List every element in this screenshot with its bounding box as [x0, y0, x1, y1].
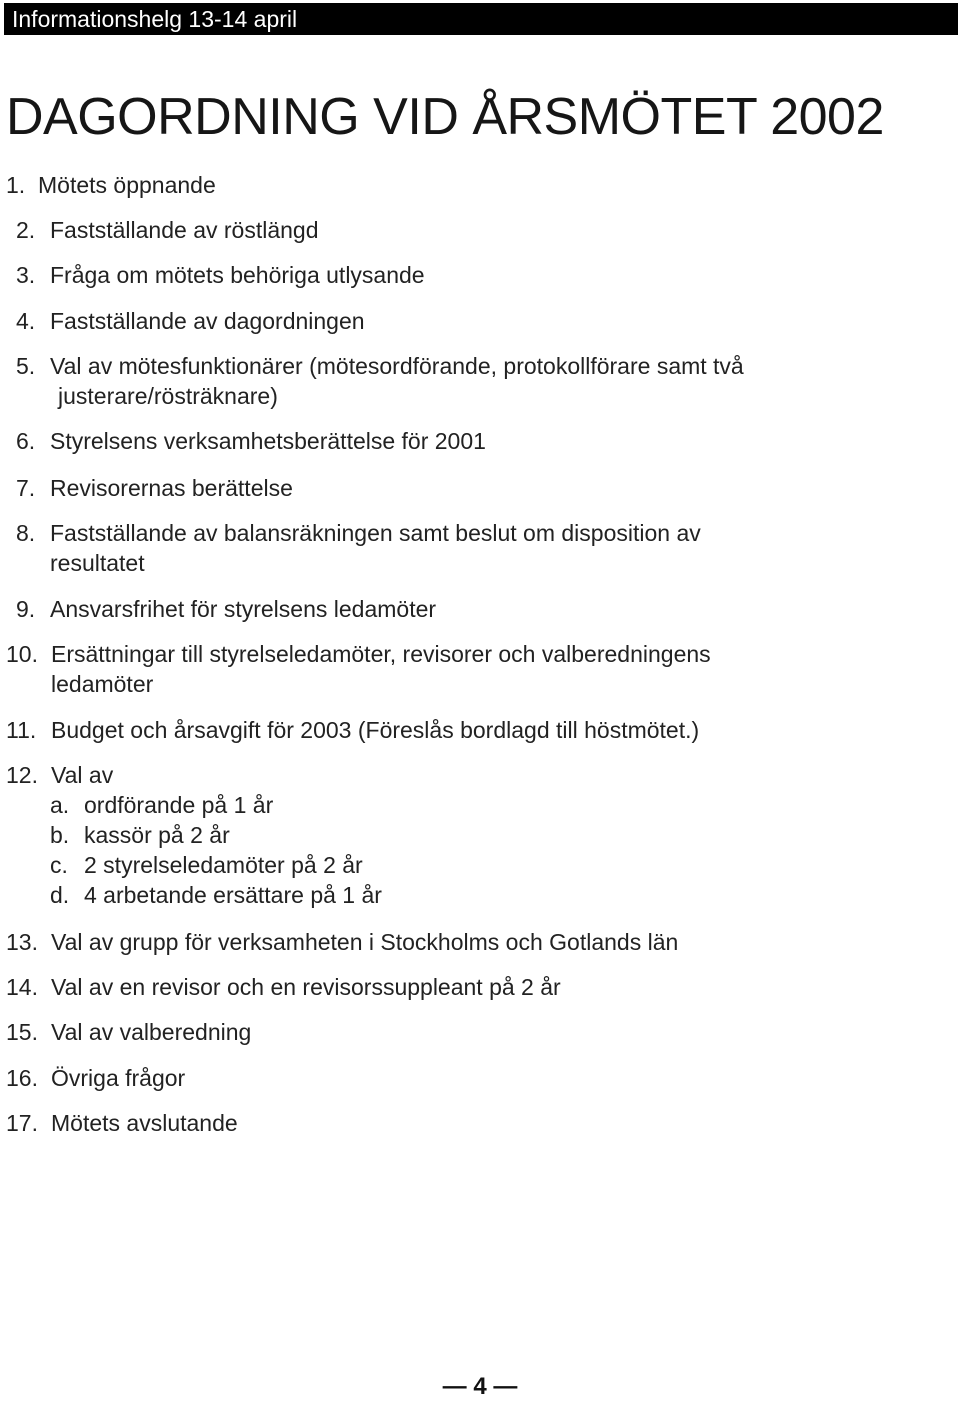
agenda-item-number: 8.: [16, 520, 36, 546]
agenda-item-text: Revisorernas berättelse: [50, 475, 293, 501]
agenda-item-continuation: justerare/rösträknare): [58, 383, 278, 409]
agenda-item-text: Fråga om mötets behöriga utlysande: [50, 262, 425, 288]
agenda-subitem-text: 4 arbetande ersättare på 1 år: [84, 882, 382, 908]
agenda-item-number: 13.: [6, 929, 38, 955]
agenda-item: [6, 1108, 238, 1138]
agenda-subitem-letter: c.: [50, 852, 68, 878]
agenda-item: [6, 639, 711, 669]
agenda-item: [16, 426, 486, 456]
page-number: — 4 —: [442, 1373, 518, 1400]
agenda-item-text: Styrelsens verksamhetsberättelse för 2001: [50, 428, 486, 454]
agenda-subitem-letter: a.: [50, 792, 70, 818]
agenda-subitem: [50, 880, 382, 910]
agenda-item-number: 11.: [6, 717, 37, 743]
header-bar: [4, 3, 958, 35]
agenda-item-text: Övriga frågor: [51, 1065, 186, 1091]
agenda-item-number: 6.: [16, 428, 36, 454]
agenda-item: [6, 715, 699, 745]
agenda-item: [6, 972, 561, 1002]
agenda-subitem-text: kassör på 2 år: [84, 822, 230, 848]
agenda-item-number: 9.: [16, 596, 36, 622]
agenda-item-number: 7.: [16, 475, 36, 501]
agenda-item-text: Val av en revisor och en revisorssuppleant på 2 år: [51, 974, 561, 1000]
agenda-item-number: 15.: [6, 1019, 38, 1045]
agenda-item-number: 14.: [6, 974, 38, 1000]
agenda-item-number: 10.: [6, 641, 38, 667]
agenda-item-text: Mötets avslutande: [51, 1110, 238, 1136]
agenda-item-text: Val av grupp för verksamheten i Stockholms och Gotlands län: [51, 929, 679, 955]
agenda-subitem: [50, 790, 273, 820]
agenda-item-number: 12.: [6, 762, 38, 788]
agenda-subitem: [50, 820, 230, 850]
agenda-item: [16, 473, 293, 503]
agenda-item-continuation: ledamöter: [51, 671, 154, 697]
agenda-item-text: Ansvarsfrihet för styrelsens ledamöter: [50, 596, 437, 622]
agenda-item: [16, 306, 365, 336]
agenda-item-number: 1.: [6, 172, 26, 198]
agenda-item-text: Mötets öppnande: [38, 172, 216, 198]
agenda-item: [6, 760, 113, 790]
agenda-item-number: 4.: [16, 308, 36, 334]
agenda-subitem-text: 2 styrelseledamöter på 2 år: [84, 852, 363, 878]
agenda-item-number: 2.: [16, 217, 36, 243]
header-label: Informationshelg 13-14 april: [12, 5, 298, 32]
agenda-item: [6, 1017, 251, 1047]
agenda-item-text: Val av: [51, 762, 114, 788]
agenda-item: [16, 260, 425, 290]
agenda-item-continuation: resultatet: [50, 550, 145, 576]
agenda-item-text: Fastställande av balansräkningen samt beslut om disposition av: [50, 520, 701, 546]
agenda-subitem-letter: b.: [50, 822, 70, 848]
agenda-item: [16, 215, 319, 245]
agenda-item-text: Ersättningar till styrelseledamöter, revisorer och valberedningens: [51, 641, 711, 667]
agenda-subitem-text: ordförande på 1 år: [84, 792, 274, 818]
agenda-item-text: Val av mötesfunktionärer (mötesordförande, protokollförare samt två: [50, 353, 744, 379]
agenda-item-number: 5.: [16, 353, 36, 379]
agenda-item-text: Fastställande av dagordningen: [50, 308, 365, 334]
agenda-subitem: [50, 850, 363, 880]
agenda-item: [6, 170, 216, 200]
agenda-item-number: 17.: [6, 1110, 38, 1136]
page-title: DAGORDNING VID ÅRSMÖTET 2002: [6, 88, 884, 146]
agenda-item: [16, 351, 744, 381]
agenda-item-text: Val av valberedning: [51, 1019, 252, 1045]
agenda-item: [6, 927, 678, 957]
agenda-item-number: 3.: [16, 262, 36, 288]
agenda-item: [6, 1063, 185, 1093]
agenda-subitem-letter: d.: [50, 882, 70, 908]
agenda-item-text: Fastställande av röstlängd: [50, 217, 319, 243]
agenda-item-number: 16.: [6, 1065, 38, 1091]
agenda-item: [16, 518, 701, 548]
agenda-item-text: Budget och årsavgift för 2003 (Föreslås bordlagd till höstmötet.): [51, 717, 700, 743]
agenda-item: [16, 594, 436, 624]
